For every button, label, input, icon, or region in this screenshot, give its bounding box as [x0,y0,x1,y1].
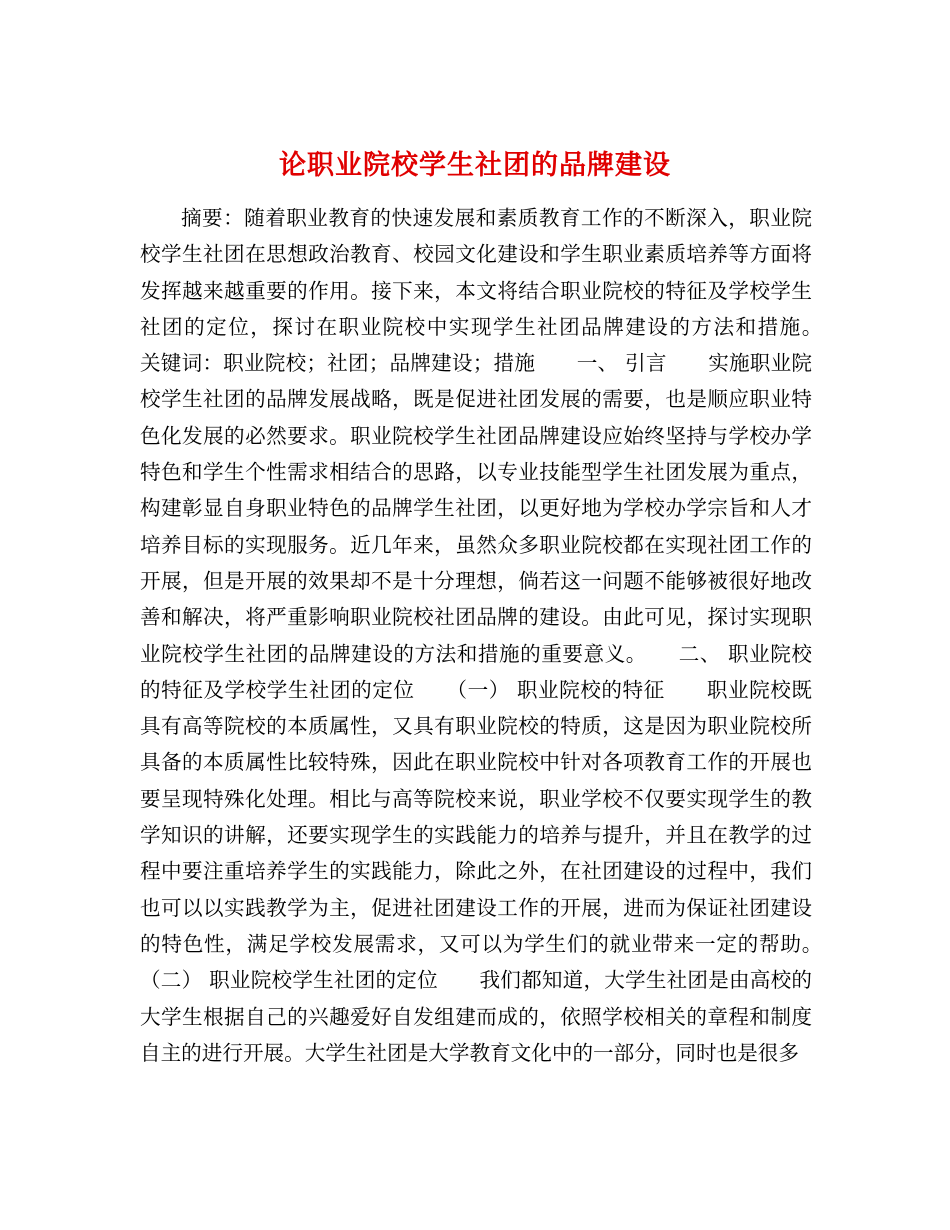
document-title: 论职业院校学生社团的品牌建设 [279,150,671,182]
document-body: 摘要：随着职业教育的快速发展和素质教育工作的不断深入，职业院校学生社团在思想政治教育、校园文化建设和学生职业素质培养等方面将发挥越来越重要的作用。接下来，本文将结合职业院校的特征及学校学生社团的定位，探讨在职业院校中实现学生社团品牌建设的方法和措施。 关键词：职业院校；社团；品牌建设；措施 一、 引言 实施职业院校学生社团的品牌发展战略，既是促进社团发展的需要，也是顺应职业特色化发展的必然要求。职业院校学生社团品牌建设应始终坚持与学校办学特色和学生个性需求相结合的思路，以专业技能型学生社团发展为重点，构建彰显自身职业特色的品牌学生社团，以更好地为学校办学宗旨和人才培养目标的实现服务。近几年来，虽然众多职业院校都在实现社团工作的开展，但是开展的效果却不是十分理想，倘若这一问题不能够被很好地改善和解决，将严重影响职业院校社团品牌的建设。由此可见，探讨实现职业院校学生社团的品牌建设的方法和措施的重要意义。 二、 职业院校的特征及学校学生社团的定位 （一） 职业院校的特征 职业院校既具有高等院校的本质属性，又具有职业院校的特质，这是因为职业院校所具备的本质属性比较特殊，因此在职业院校中针对各项教育工作的开展也要呈现特殊化处理。相比与高等院校来说，职业学校不仅要实现学生的教学知识的讲解，还要实现学生的实践能力的培养与提升，并且在教学的过程中要注重培养学生的实践能力，除此之外，在社团建设的过程中，我们也可以以实践教学为主，促进社团建设工作的开展，进而为保证社团建设的特色性，满足学校发展需求，又可以为学生们的就业带来一定的帮助。 （二） 职业院校学生社团的定位 我们都知道，大学生社团是由高校的大学生根据自己的兴趣爱好自发组建而成的，依照学校相关的章程和制度自主的进行开展。大学生社团是大学教育文化中的一部分，同时也是很多 [140,206,854,1065]
